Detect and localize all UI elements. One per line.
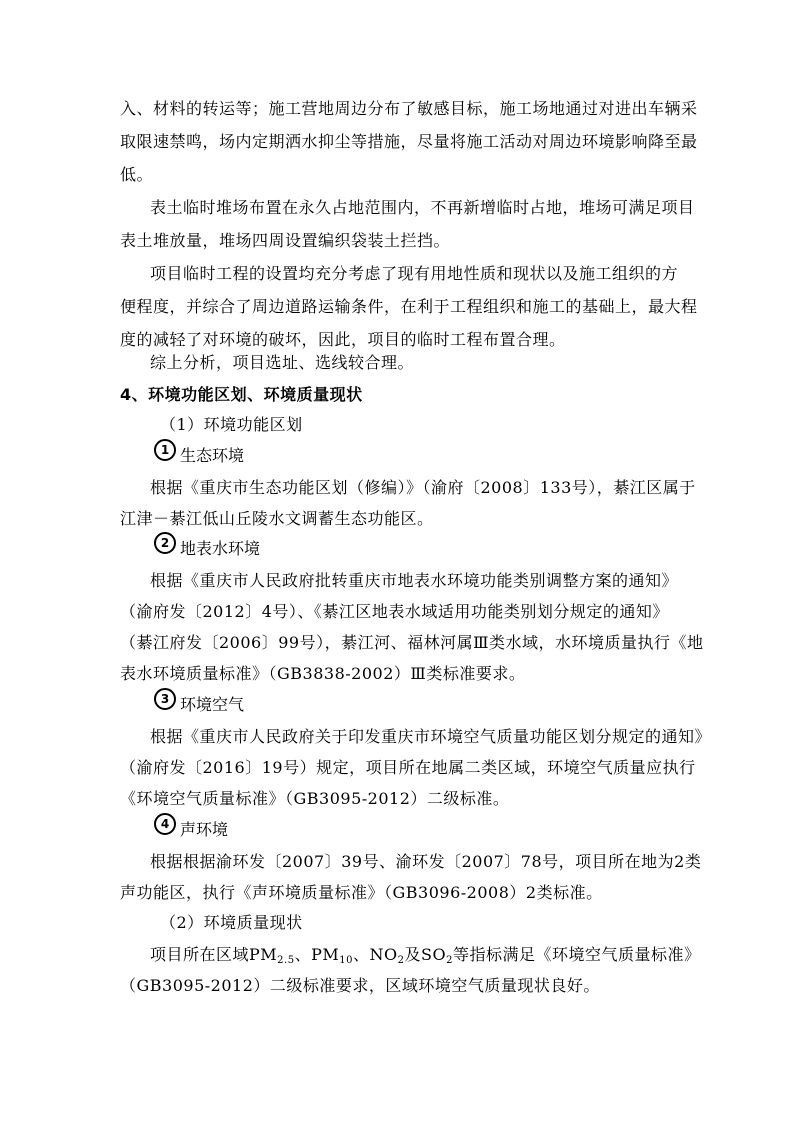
separator-2: 、 (352, 945, 370, 964)
paragraph-3-line-3: 度的减轻了对环境的破坏，因此，项目的临时工程布置合理。 (120, 330, 566, 349)
item-3-text-line-3: 《环境空气质量标准》（GB3095-2012）二级标准。 (120, 789, 510, 808)
paragraph-1-line-2: 取限速禁鸣，场内定期洒水抑尘等措施，尽量将施工活动对周边环境影响降至最 (120, 132, 698, 151)
item-1-title: 生态环境 (180, 446, 245, 465)
no2-subscript: 2 (397, 955, 405, 966)
item-4-text-line-2: 声功能区，执行《声环境质量标准》（GB3096-2008）2类标准。 (120, 883, 603, 902)
no2-label: NO (369, 945, 398, 964)
circled-number-4: 4 (154, 813, 176, 835)
air-quality-prefix: 项目所在区域 (150, 945, 250, 964)
paragraph-2-line-2: 表土堆放量，堆场四周设置编织袋装土拦挡。 (120, 231, 451, 250)
item-1-text-line-1: 根据《重庆市生态功能区划（修编）》（渝府〔2008〕133号），綦江区属于 (150, 478, 696, 497)
item-3-text-line-2: （渝府发〔2016〕19号）规定，项目所在地属二类区域，环境空气质量应执行 (120, 758, 696, 777)
paragraph-1-line-3: 低。 (120, 165, 154, 184)
pm10-label: PM (311, 945, 340, 964)
air-quality-line-2: （GB3095-2012）二级标准要求，区域环境空气质量现状良好。 (120, 976, 600, 995)
so2-subscript: 2 (446, 955, 453, 966)
sub-heading-1: （1）环境功能区划 (160, 415, 303, 434)
item-2-text-line-1: 根据《重庆市人民政府批转重庆市地表水环境功能类别调整方案的通知》 (150, 571, 679, 590)
paragraph-2-line-1: 表土临时堆场布置在永久占地范围内，不再新增临时占地，堆场可满足项目 (150, 198, 695, 217)
item-2-text-line-2: （渝府发〔2012〕4号）、《綦江区地表水域适用功能类别划分规定的通知》 (120, 602, 669, 621)
paragraph-1-line-1: 入、材料的转运等；施工营地周边分布了敏感目标，施工场地通过对进出车辆采 (120, 99, 698, 118)
sub-heading-2: （2）环境质量现状 (160, 913, 303, 932)
pm25-label: PM (249, 945, 278, 964)
item-2-text-line-3: （綦江府发〔2006〕99号），綦江河、福林河属Ⅲ类水域，水环境质量执行《地 (120, 633, 704, 652)
paragraph-4: 综上分析，项目选址、选线较合理。 (150, 353, 415, 372)
paragraph-3-line-1: 项目临时工程的设置均充分考虑了现有用地性质和现状以及施工组织的方 (150, 264, 679, 283)
item-2-text-line-4: 表水环境质量标准》（GB3838-2002）Ⅲ类标准要求。 (120, 664, 526, 683)
paragraph-3-line-2: 便程度，并综合了周边道路运输条件，在利于工程组织和施工的基础上，最大程 (120, 297, 698, 316)
air-quality-suffix: 等指标满足《环境空气质量标准》 (452, 945, 701, 964)
item-2-title: 地表水环境 (180, 539, 261, 558)
separator-1: 、 (294, 945, 312, 964)
section-heading: 4、环境功能区划、环境质量现状 (120, 385, 363, 404)
circled-number-3: 3 (154, 688, 176, 710)
circled-number-1: 1 (154, 439, 176, 461)
circled-number-2: 2 (154, 532, 176, 554)
item-4-text-line-1: 根据根据渝环发〔2007〕39号、渝环发〔2007〕78号，项目所在地为2类 (150, 852, 702, 871)
so2-label: SO (421, 945, 447, 964)
item-3-text-line-1: 根据《重庆市人民政府关于印发重庆市环境空气质量功能区划分规定的通知》 (150, 727, 712, 746)
pm25-subscript: 2.5 (277, 955, 295, 966)
conjunction: 及 (404, 945, 422, 964)
item-3-title: 环境空气 (180, 695, 245, 714)
air-quality-line-1 (150, 944, 701, 966)
item-4-title: 声环境 (180, 820, 229, 839)
pm10-subscript: 10 (339, 955, 353, 966)
item-1-text-line-2: 江津－綦江低山丘陵水文调蓄生态功能区。 (120, 509, 434, 528)
